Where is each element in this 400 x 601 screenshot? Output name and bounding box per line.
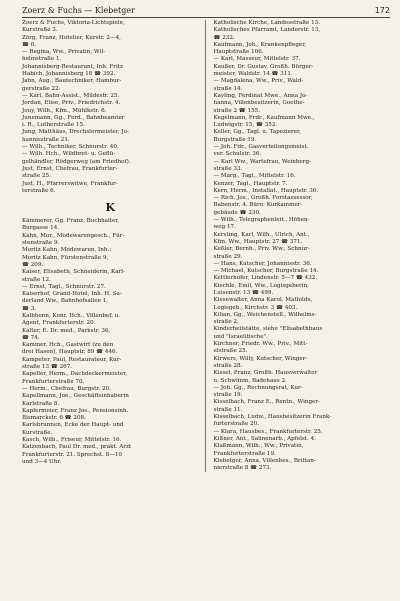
directory-entry: Kapellmann, Joe., Geschäftsinhaberin Karlstraße 8. xyxy=(22,393,129,407)
directory-entry: Kiechle, Emil, Ww., Logisgeberin, Luisenstr. 13 ☎ 499. xyxy=(213,282,309,296)
directory-entry: Kersting, Karl, Wilh., Ulrich, Ant., Kfm. Ww., Hauptstr. 27 ☎ 371. xyxy=(213,231,310,245)
directory-entry: — Klara, Hausbes., Frankfurterstr. 25. xyxy=(213,428,323,435)
directory-entry: Klaßmann, Wilh., Ww., Privatin, Frankfurterstraße 19. xyxy=(213,443,304,457)
directory-entry: Katzenbach, Paul Dr. med., prakt. Arzt Frankfurterstr. 21. Sprechst. 8—10 und 3—4 Uhr. xyxy=(22,444,132,465)
directory-entry: Johannisberg-Restaurant, Inh. Fritz Habich, Johannisberg 18 ☎ 392. xyxy=(22,63,123,78)
page-number: 172 xyxy=(374,6,390,15)
directory-entry: Kilian, Gg., Weichenstell., Wilhelms- straße 2. xyxy=(213,311,317,326)
directory-entry: Just, H., Pfarrerswitwe, Frankfur- terstraße 6. xyxy=(22,180,118,194)
directory-entry: — Karl, Bahn-Assist., Mildestr. 25. xyxy=(22,92,120,99)
left-entries-before-k xyxy=(22,20,199,195)
directory-entry: Kirwers, Willy, Kutscher, Winger- straße 28. xyxy=(213,355,308,369)
directory-entry: Kaiserhof, Grand-Hotel, Inh. H. Sa- derland Ww., Bahnhofsallee 1, ☎ 3. xyxy=(22,291,122,312)
directory-entry: Katholisches Pfarramt, Landerstr. 13, ☎ 232. xyxy=(213,27,321,41)
left-column xyxy=(22,20,206,472)
directory-entry: Kettlerhofer, Lindenstr. 5—7 ☎ 432. xyxy=(213,275,318,282)
directory-entry: — Wilh., Telegraphenleit., Höhen- weg 17. xyxy=(213,217,310,231)
right-column xyxy=(214,20,391,472)
directory-entry: Kissel, Franz, Großh. Hausverwalter u. Schwimm, Badehaus 2. xyxy=(213,370,318,384)
directory-entry: Just, Ernst, Chefrau, Frankfurter- straße 25. xyxy=(22,165,118,180)
directory-entry: Keßler, Bernh., Priv. Ww., Schnur- straße 29. xyxy=(213,246,310,260)
directory-entry: Kammer, Hch., Gastwirt (zu den drei Hasen), Hauptstr. 89 ☎ 446. xyxy=(22,342,118,356)
directory-entry: Kahn, Mor., Modewarengesch., Für- stenstraße 9. xyxy=(22,232,125,247)
directory-entry: Katholische Kirche, Landesstraße 13. xyxy=(213,20,321,26)
running-title: Zoerz & Fuchs — Klebetger xyxy=(22,6,135,15)
directory-entry: — Herm., Chefrau, Burgstr. 20. xyxy=(22,385,111,392)
directory-entry: Kaußer, Dr. Gustav, Großh. Bürger- meister, Waldstr. 14 ☎ 311. xyxy=(213,63,314,78)
directory-entry: — Karl Ww., Wartefrau, Weinberg- straße 33. xyxy=(213,158,311,172)
directory-entry: Kiesewalter, Anna Karol. Mathilde, Logisgeb., Kirchstr. 3 ☎ 403. xyxy=(213,297,313,311)
page-header xyxy=(22,6,390,18)
directory-entry: Keller, Gg., Tagl. u. Tapezierer, Burgstraße 19. xyxy=(213,129,301,143)
directory-entry: — Regina, Ww., Privatin, Wil- helmstraße 1. xyxy=(22,49,106,63)
directory-entry: Karlsbrunnen, Ecke der Haupt- und Kurstraße. xyxy=(22,422,124,436)
directory-entry: Kisselbach, Franz E., Rentn., Winger- straße 11. xyxy=(213,399,320,413)
directory-entry: Zörg, Franz, Hotelier, Kurstr. 2—4, ☎ 6. xyxy=(22,34,121,48)
directory-entry: — Michael, Kutscher, Burgstraße 14. xyxy=(213,268,319,275)
directory-entry: — Wilh., Techniker, Schnurstr. 40. xyxy=(22,144,119,151)
directory-entry: Jahn, Aug., Bautechniker, Hambur- gerstraße 22. xyxy=(22,78,122,92)
directory-entry: Jouy, Wilh., Kfm., Mühlkstr. 6. xyxy=(22,107,107,114)
directory-entry: Kämmerer, Gg. Franz, Buchhalter, Burgasse 14. xyxy=(22,218,120,232)
left-entries-after-k xyxy=(22,218,199,466)
directory-entry: Kalter, E. Dr. med., Parkstr. 36, ☎ 74. xyxy=(22,327,111,341)
section-letter-k: K xyxy=(105,201,116,215)
directory-entry: — Wilh. Hch., Wildbret- u. Geflü- gelhändler, Rödgerweg (am Friedhof). xyxy=(22,151,131,165)
directory-entry: — Ernst, Tagl., Schnurstr. 27. xyxy=(22,283,106,290)
directory-entry: Kinderheilstätte, siehe "Elisabethhaus und "Israelitische". xyxy=(213,326,323,340)
directory-entry: — Rich. Jos., Großh. Forstassessor, Babenstr. 4. Büro: Kurkammer- gebäude ☎ 230. xyxy=(213,195,313,216)
directory-entry: Zoerz & Fuchs, Viktoria-Lichtspiele, Kurstraße 3. xyxy=(22,20,125,34)
right-entries xyxy=(214,20,391,472)
directory-entry: Klebetger, Anna, Villenbes., Brittan- nierstraße 8 ☎ 273. xyxy=(213,457,316,472)
directory-entry: Kißner, Ant., Salinenarb., Apfelst. 4. xyxy=(213,435,316,442)
directory-entry: Kayling, Ferdinat Mwe., Anna Jo- hanna, Villenbesitzerin, Goethe- straße 2 ☎ 155. xyxy=(213,92,308,114)
directory-entry: Kirchner, Friedr. Ww., Priv., Mitt- elstraße 25. xyxy=(213,341,308,355)
directory-entry: — Magdalena, Ww., Priv., Wald- straße 14. xyxy=(213,78,304,92)
directory-entry: Junemann, Gg., Ferd., Bahnbeamter i. R., Lutherstraße 15. xyxy=(22,114,125,129)
directory-entry: — Hans, Kutscher, Johannisstr. 36. xyxy=(213,260,312,267)
directory-entry: Kasch, Wilh., Friseur, Mittelstr. 16. xyxy=(22,437,122,444)
directory-entry: Kaufmann, Joh., Krankenpfleger, Hauptstraße 106. xyxy=(213,41,307,56)
directory-entry: Jung, Matthäus, Drechslermeister, Jo- hannisstraße 21. xyxy=(22,129,129,143)
directory-entry: Kampeter, Paul, Restaurateur, Kur- straße 13 ☎ 267. xyxy=(22,356,122,371)
two-column-body xyxy=(22,20,390,472)
directory-entry: — Joh. Fdr., Gasverteilungsmeist. ver. Schulstr. 36. xyxy=(213,144,309,158)
directory-entry: — Marg., Tagl., Mittelstr. 16. xyxy=(213,173,296,180)
directory-entry: Kapfermeier, Franz Jos., Pensionsinh. Bismarckstr. 6 ☎ 208. xyxy=(22,407,129,422)
directory-entry: Moritz Kahn, Modewaren, Inh.: Moritz Kahn, Fürstenstraße 9, ☎ 209. xyxy=(22,247,112,268)
directory-entry: Kisselbach, Ludw., Hausbesitzerin Frank- furterstraße 20. xyxy=(213,414,332,428)
directory-entry: — Karl, Masseur, Mittelstr. 37. xyxy=(213,56,301,63)
directory-entry: Kapeller, Herm., Dachdeckermeister, Frankfurterstraße 70. xyxy=(22,371,128,385)
directory-entry: Kern, Herm., Installat., Hauptstr. 36. xyxy=(213,187,319,194)
directory-entry: Kegelmann, Frdr., Kaufmann Mwe., Ludwigstr. 15, ☎ 352. xyxy=(213,114,315,129)
directory-entry: Kalbhenn, Konr. Hch., Villenbef. u. Agent, Frankfurterstr. 20. xyxy=(22,312,121,327)
directory-entry: — Joh. Gg., Rechnungsrat, Kur- straße 19. xyxy=(213,384,303,399)
directory-entry: Kenzer, Tagl., Hauptstr. 7. xyxy=(213,180,288,187)
directory-entry: Kaiser, Elisabeth, Schneiderin, Karl- straße 12. xyxy=(22,269,125,283)
directory-entry: Jordan, Elise, Priv., Friedrichstr. 4. xyxy=(22,100,121,107)
